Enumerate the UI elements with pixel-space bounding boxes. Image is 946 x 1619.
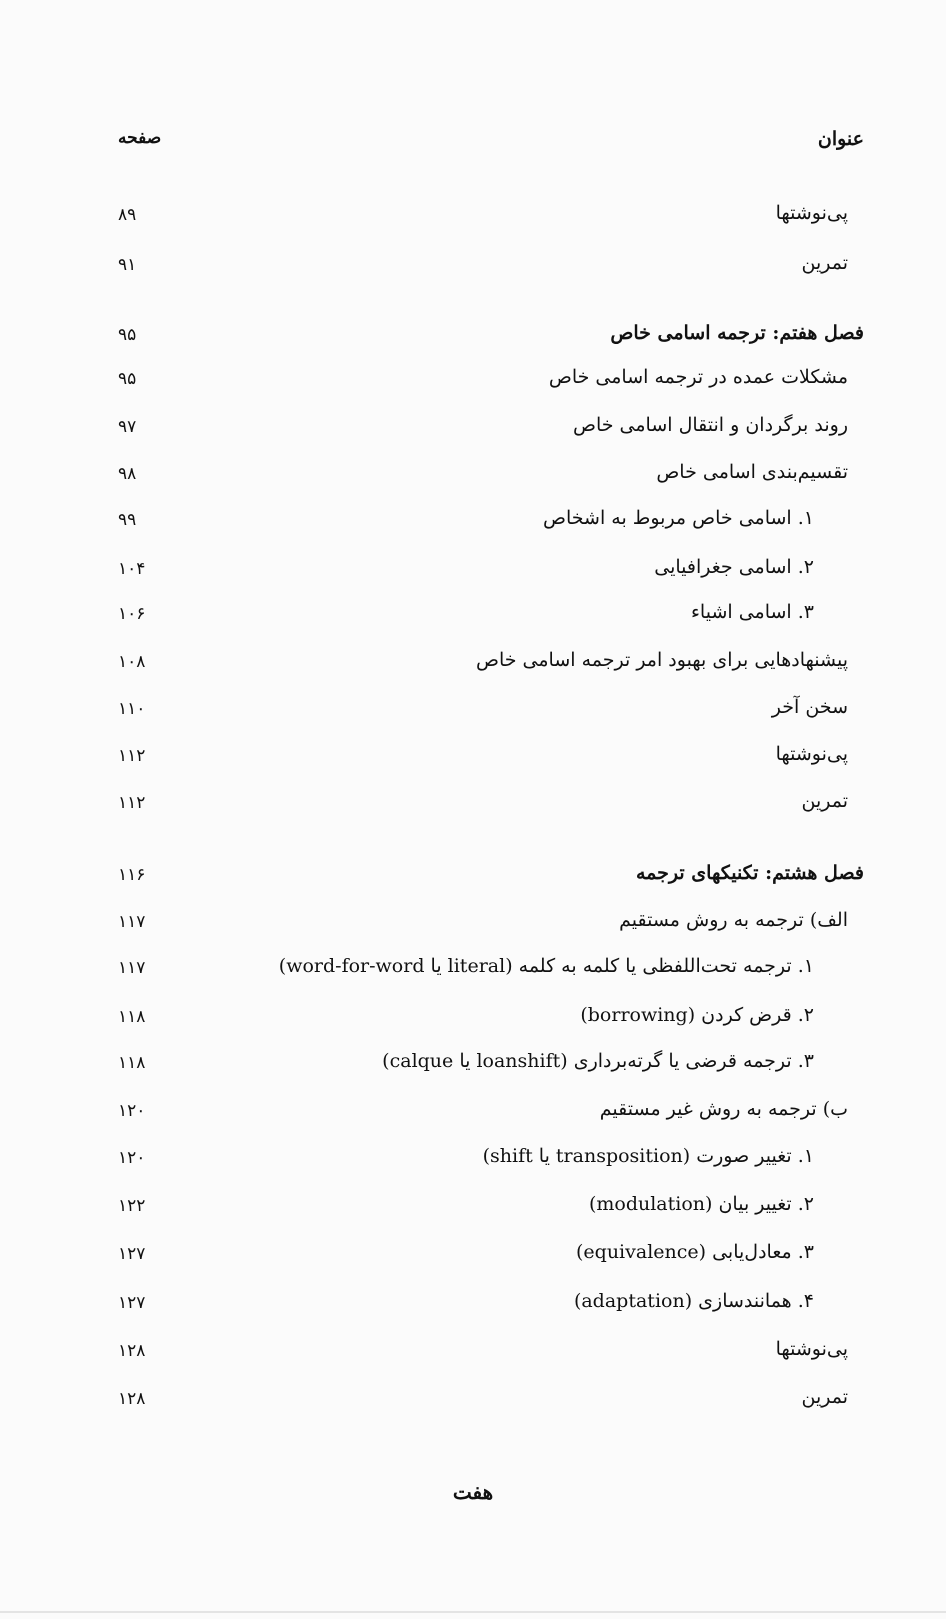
toc-entry xyxy=(0,786,946,822)
toc-entry xyxy=(0,1046,946,1082)
entry-title: پی‌نوشتها xyxy=(775,1338,848,1360)
entry-page-number: ۱۲۸ xyxy=(118,1389,146,1409)
entry-title: ب) ترجمه به روش غیر مستقیم xyxy=(599,1098,848,1120)
entry-page-number: ۹۸ xyxy=(118,464,137,484)
entry-title: سخن آخر xyxy=(771,696,848,718)
toc-entry xyxy=(0,1141,946,1177)
entry-title: تمرین xyxy=(801,252,848,274)
entry-page-number: ۱۱۸ xyxy=(118,1007,146,1027)
entry-title: ۳. ترجمه قرضی یا گرته‌برداری (loanshift یا calque) xyxy=(382,1050,814,1072)
entry-page-number: ۹۹ xyxy=(118,510,137,530)
entry-page-number: ۱۱۲ xyxy=(118,793,146,813)
entry-title: ۴. همانندسازی (adaptation) xyxy=(573,1290,814,1312)
toc-entry xyxy=(0,1334,946,1370)
chapter-title: فصل هفتم: ترجمه اسامی خاص xyxy=(610,322,864,344)
entry-page-number: ۸۹ xyxy=(118,205,137,225)
entry-page-number: ۱۲۷ xyxy=(118,1244,146,1264)
toc-entry xyxy=(0,645,946,681)
entry-page-number: ۱۰۴ xyxy=(118,559,146,579)
toc-entry xyxy=(0,248,946,284)
entry-page-number: ۱۱۰ xyxy=(118,699,146,719)
toc-entry xyxy=(0,1382,946,1418)
toc-entry xyxy=(0,198,946,234)
entry-page-number: ۱۱۲ xyxy=(118,746,146,766)
toc-entry xyxy=(0,1286,946,1322)
toc-entry xyxy=(0,362,946,398)
entry-title: ۱. تغییر صورت (transposition یا shift) xyxy=(482,1145,814,1167)
entry-page-number: ۹۵ xyxy=(118,369,137,389)
entry-page-number: ۱۲۰ xyxy=(118,1101,146,1121)
toc-entry xyxy=(0,1237,946,1273)
toc-entry xyxy=(0,1094,946,1130)
toc-entry xyxy=(0,858,946,894)
entry-page-number: ۹۵ xyxy=(118,325,137,345)
toc-entry xyxy=(0,503,946,539)
chapter-title: فصل هشتم: تکنیکهای ترجمه xyxy=(636,862,864,884)
entry-title: ۲. تغییر بیان (modulation) xyxy=(588,1193,814,1215)
toc-entry xyxy=(0,905,946,941)
scan-edge-line xyxy=(0,1611,946,1613)
toc-entry xyxy=(0,410,946,446)
entry-page-number: ۱۲۷ xyxy=(118,1293,146,1313)
toc-entry xyxy=(0,1189,946,1225)
toc-entry xyxy=(0,457,946,493)
toc-entry xyxy=(0,692,946,728)
entry-title: مشکلات عمده در ترجمه اسامی خاص xyxy=(548,366,848,388)
entry-title: ۳. معادل‌یابی (equivalence) xyxy=(575,1241,814,1263)
entry-page-number: ۱۱۷ xyxy=(118,958,146,978)
entry-title: ۲. اسامی جغرافیایی xyxy=(654,556,814,578)
entry-title: پیشنهادهایی برای بهبود امر ترجمه اسامی خاص xyxy=(476,649,848,671)
entry-title: تقسیم‌بندی اسامی خاص xyxy=(656,461,848,483)
entry-title: پی‌نوشتها xyxy=(775,743,848,765)
page-column-heading: صفحه xyxy=(118,128,162,148)
entry-page-number: ۹۷ xyxy=(118,417,137,437)
entry-page-number: ۱۲۸ xyxy=(118,1341,146,1361)
entry-page-number: ۱۰۸ xyxy=(118,652,146,672)
title-column-heading: عنوان xyxy=(817,128,864,150)
entry-page-number: ۱۲۲ xyxy=(118,1196,146,1216)
entry-page-number: ۱۱۸ xyxy=(118,1053,146,1073)
entry-title: تمرین xyxy=(801,790,848,812)
entry-title: ۳. اسامی اشیاء xyxy=(691,601,814,623)
page-number-footer: هفت xyxy=(452,1480,494,1504)
toc-entry xyxy=(0,739,946,775)
entry-page-number: ۱۰۶ xyxy=(118,604,146,624)
entry-page-number: ۱۲۰ xyxy=(118,1148,146,1168)
entry-title: پی‌نوشتها xyxy=(775,202,848,224)
entry-title: الف) ترجمه به روش مستقیم xyxy=(619,909,848,931)
toc-entry xyxy=(0,552,946,588)
toc-entry xyxy=(0,951,946,987)
entry-page-number: ۱۱۷ xyxy=(118,912,146,932)
entry-page-number: ۹۱ xyxy=(118,255,137,275)
toc-entry xyxy=(0,597,946,633)
toc-header xyxy=(0,128,946,168)
toc-entry xyxy=(0,318,946,354)
entry-title: روند برگردان و انتقال اسامی خاص xyxy=(573,414,848,436)
entry-title: ۲. قرض کردن (borrowing) xyxy=(580,1004,814,1026)
entry-title: تمرین xyxy=(801,1386,848,1408)
entry-title: ۱. اسامی خاص مربوط به اشخاص xyxy=(543,507,814,529)
entry-page-number: ۱۱۶ xyxy=(118,865,146,885)
entry-title: ۱. ترجمه تحت‌اللفظی یا کلمه به کلمه (literal یا word-for-word) xyxy=(278,955,814,977)
toc-entry xyxy=(0,1000,946,1036)
